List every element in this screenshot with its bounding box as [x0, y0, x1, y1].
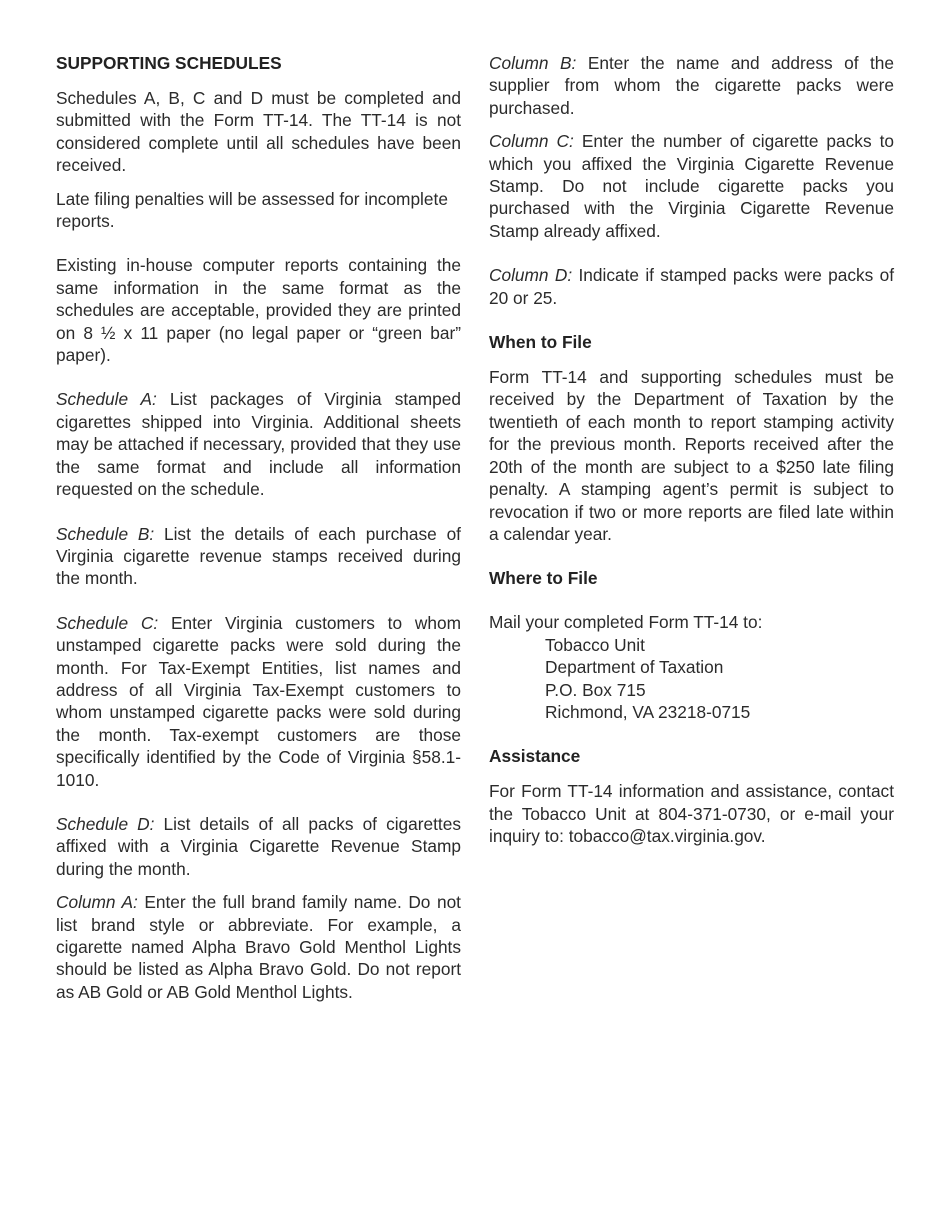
heading-where-to-file: Where to File [489, 568, 598, 589]
right-column [489, 52, 894, 859]
term-column-d: Column D: [489, 265, 573, 286]
paragraph-schedule-a [56, 388, 461, 500]
text-schedule-c: Enter Virginia customers to whom unstamped cigarette packs were sold during the month. For Tax-Exempt Entities, list names and address of all Virginia Tax-Exempt customers to whom unstamped cigarette packs were sold during the month. Tax-exempt customers are those specifically identified by the Code of Virginia §58.1-1010. [56, 612, 461, 790]
heading-assistance: Assistance [489, 746, 581, 767]
paragraph-mail-intro: Mail your completed Form TT-14 to: [489, 612, 763, 633]
paragraph-schedule-c [56, 612, 461, 791]
term-column-c: Column C: [489, 131, 574, 152]
text-schedule-d: List details of all packs of cigarettes affixed with a Virginia Cigarette Revenue Stamp during the month. [56, 813, 461, 879]
term-schedule-a: Schedule A: [56, 389, 157, 410]
text-schedule-b: List the details of each purchase of Virginia cigarette revenue stamps received during the month. [56, 523, 461, 589]
address-line: Department of Taxation [545, 657, 724, 678]
text-column-a: Enter the full brand family name. Do not list brand style or abbreviate. For example, a cigarette named Alpha Bravo Gold Menthol Lights should be listed as Alpha Bravo Gold. Do not report as AB Gold or AB Gold Menthol Lights. [56, 892, 461, 1002]
text-schedule-a: List packages of Virginia stamped cigarettes shipped into Virginia. Additional sheets may be attached if necessary, provided that they use the same format and include all information requested on the schedule. [56, 389, 461, 500]
paragraph-schedule-b [56, 523, 461, 590]
address-line: P.O. Box 715 [545, 679, 646, 700]
address-line: Tobacco Unit [545, 634, 645, 655]
paragraph-column-d [489, 264, 894, 309]
paragraph-when-to-file: Form TT-14 and supporting schedules must be received by the Department of Taxation by the twentieth of each month to report stamping activity for the previous month. Reports received after the 20th of the month are subject to a $250 late filing penalty. A stamping agent’s permit is subject to revocation if two or more reports are filed late within a calendar year. [489, 367, 894, 544]
paragraph-column-a [56, 891, 461, 1003]
section-title-supporting-schedules: SUPPORTING SCHEDULES [56, 53, 282, 73]
term-schedule-c: Schedule C: [56, 612, 159, 633]
term-column-b: Column B: [489, 53, 577, 73]
paragraph-in-house-reports: Existing in-house computer reports containing the same information in the same format as the schedules are acceptable, provided they are printed on 8 ½ x 11 paper (no legal paper or “green bar” paper). [56, 255, 461, 366]
text-column-b: Enter the name and address of the supplier from whom the cigarette packs were purchased. [489, 53, 894, 118]
left-column [56, 52, 461, 1014]
text-column-c: Enter the number of cigarette packs to which you affixed the Virginia Cigarette Revenue Stamp. Do not include cigarette packs you purchased with the Virginia Cigarette Revenue Stamp already affixed. [489, 131, 894, 241]
paragraph-column-b [489, 52, 894, 119]
term-schedule-b: Schedule B: [56, 523, 155, 544]
paragraph-late-penalties: Late filing penalties will be assessed for incomplete reports. [56, 188, 448, 232]
term-schedule-d: Schedule D: [56, 813, 155, 834]
paragraph-schedule-d [56, 813, 461, 880]
term-column-a: Column A: [56, 892, 138, 913]
paragraph-schedules-required: Schedules A, B, C and D must be completed and submitted with the Form TT-14. The TT-14 is not considered complete until all schedules have been received. [56, 88, 461, 176]
address-line: Richmond, VA 23218-0715 [545, 701, 751, 722]
mailing-address [545, 634, 894, 724]
heading-when-to-file: When to File [489, 332, 592, 353]
paragraph-column-c [489, 130, 894, 242]
paragraph-assistance: For Form TT-14 information and assistance, contact the Tobacco Unit at 804-371-0730, or e-mail your inquiry to: tobacco@tax.virginia.gov. [489, 781, 894, 847]
text-column-d: Indicate if stamped packs were packs of 20 or 25. [489, 265, 894, 308]
